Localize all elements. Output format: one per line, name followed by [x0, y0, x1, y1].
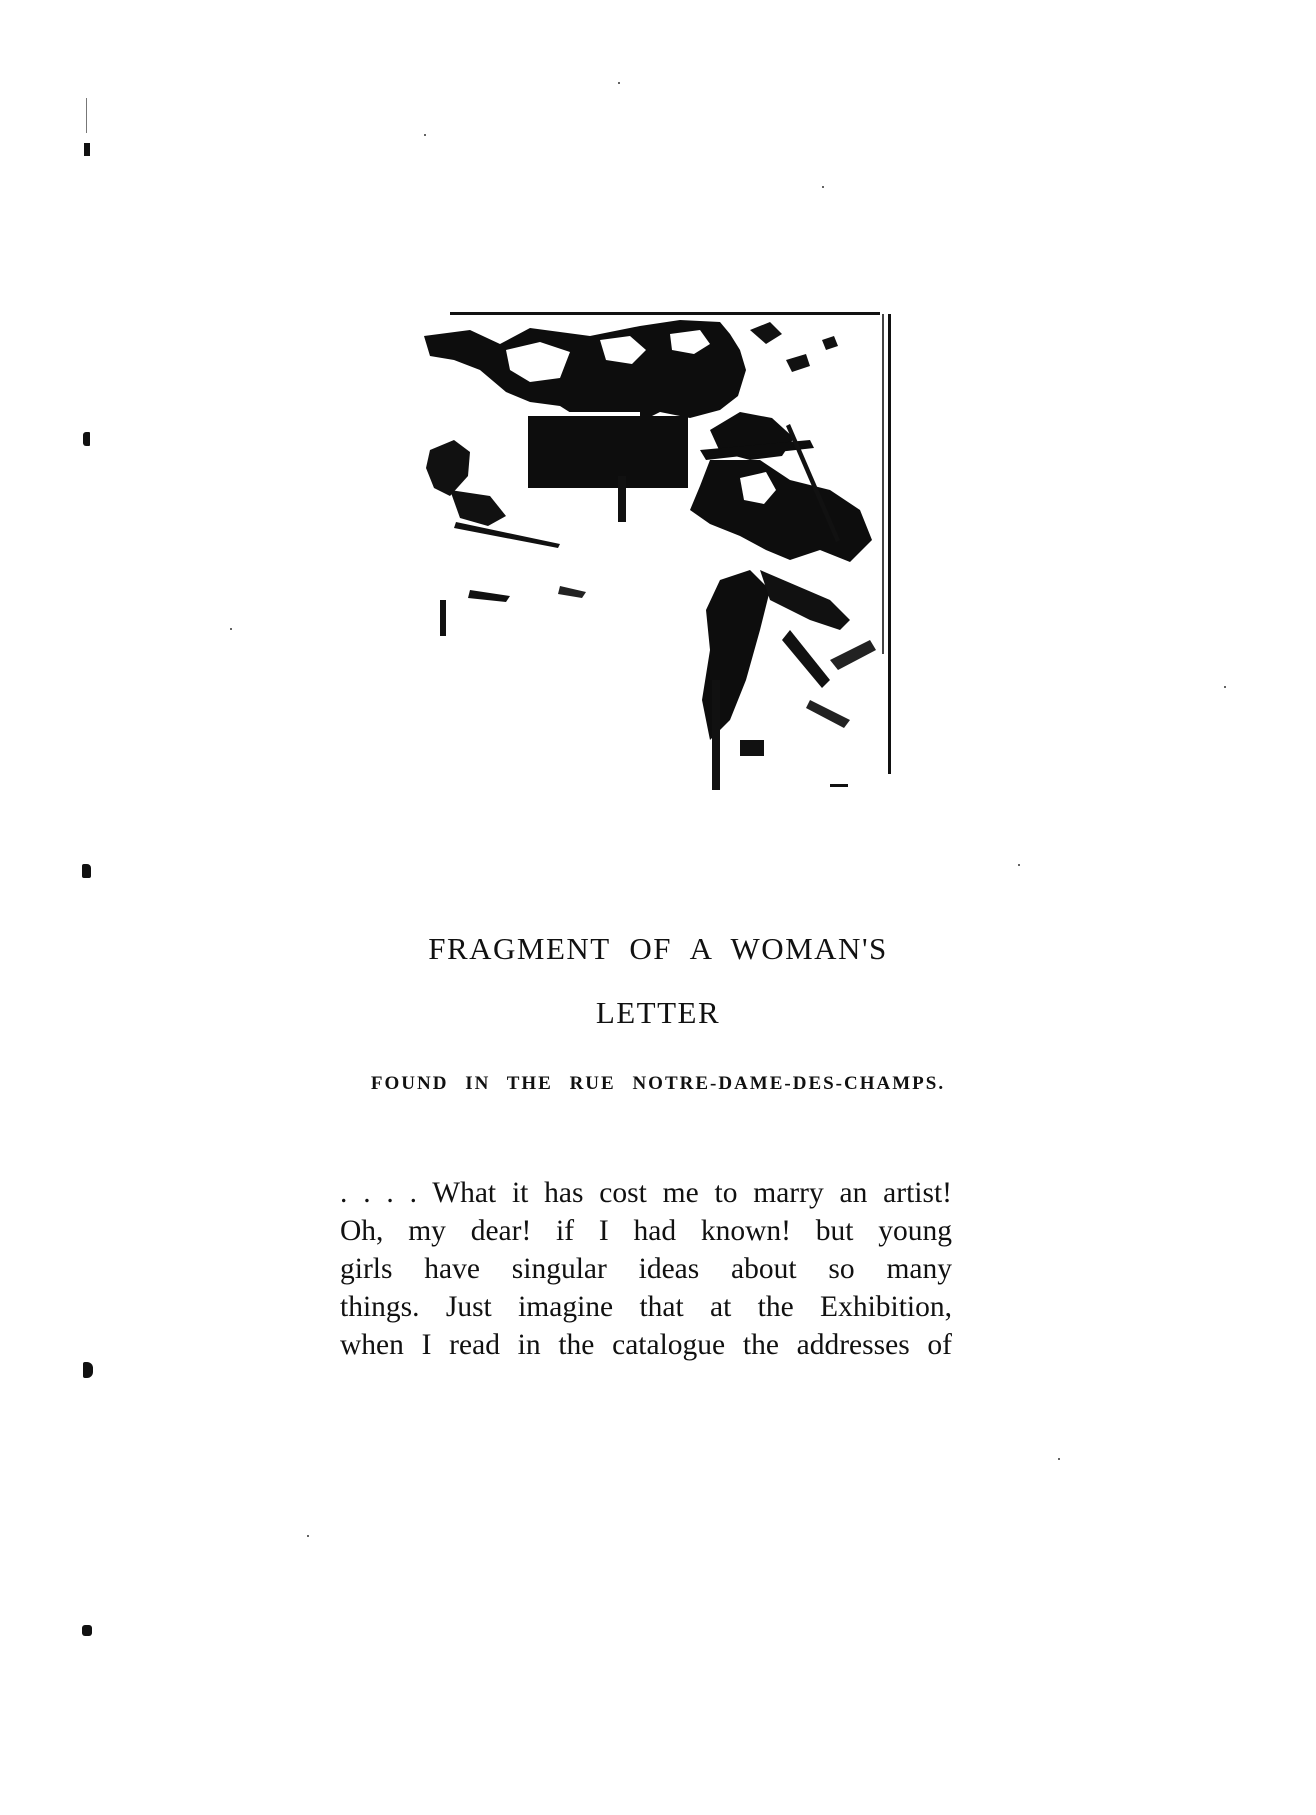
figure-arm — [760, 570, 850, 630]
body-line-5: when I read in the catalogue the addresses of — [340, 1329, 952, 1361]
binding-mark-line — [86, 98, 87, 133]
scan-speck — [1224, 686, 1226, 688]
scan-speck — [618, 82, 620, 84]
figure-body — [690, 460, 872, 562]
easel-canvas — [528, 416, 688, 488]
scan-speck — [822, 186, 824, 188]
ink-illustration-icon — [410, 300, 900, 800]
body-line-3: girls have singular ideas about so many — [340, 1253, 952, 1285]
scribble-2 — [786, 354, 810, 372]
floor-stroke-2 — [468, 590, 510, 602]
scan-speck — [1058, 1458, 1060, 1460]
chapter-title-line-1: FRAGMENT OF A WOMAN'S — [428, 931, 888, 966]
chapter-subtitle: FOUND IN THE RUE NOTRE-DAME-DES-CHAMPS. — [370, 1073, 946, 1094]
floor-stroke — [454, 522, 560, 548]
body-paragraph — [340, 1174, 952, 1364]
easel-bar — [560, 412, 640, 416]
scan-speck — [424, 134, 426, 136]
left-post-2 — [440, 600, 446, 636]
illustration-top-rule — [450, 312, 880, 315]
body-line-2: Oh, my dear! if I had known! but young — [340, 1215, 952, 1247]
floor-stroke-3 — [558, 586, 586, 598]
scan-speck — [1018, 864, 1020, 866]
left-post — [618, 476, 626, 522]
left-clutter — [426, 440, 470, 496]
bottom-mark — [830, 784, 848, 787]
figure-base — [740, 740, 764, 756]
body-line-1: . . . . What it has cost me to marry an artist! — [340, 1177, 952, 1209]
binding-mark-2 — [83, 432, 90, 446]
binding-mark-5 — [82, 1625, 92, 1636]
scan-speck — [307, 1535, 309, 1537]
figure-detail-3 — [830, 640, 876, 670]
figure-staff — [712, 680, 720, 790]
illustration-right-rule — [888, 314, 891, 774]
binding-mark-1 — [84, 143, 90, 156]
scribble-3 — [822, 336, 838, 350]
body-line-4: things. Just imagine that at the Exhibition, — [340, 1291, 952, 1323]
scan-speck — [230, 628, 232, 630]
left-clutter-2 — [450, 490, 506, 526]
scribble — [750, 322, 782, 344]
illustration-right-rule-2 — [882, 314, 884, 654]
figure-detail-2 — [806, 700, 850, 728]
binding-mark-4 — [83, 1362, 93, 1378]
chapter-title-line-2: LETTER — [595, 995, 721, 1030]
figure-detail — [782, 630, 830, 688]
binding-mark-3 — [82, 864, 91, 878]
